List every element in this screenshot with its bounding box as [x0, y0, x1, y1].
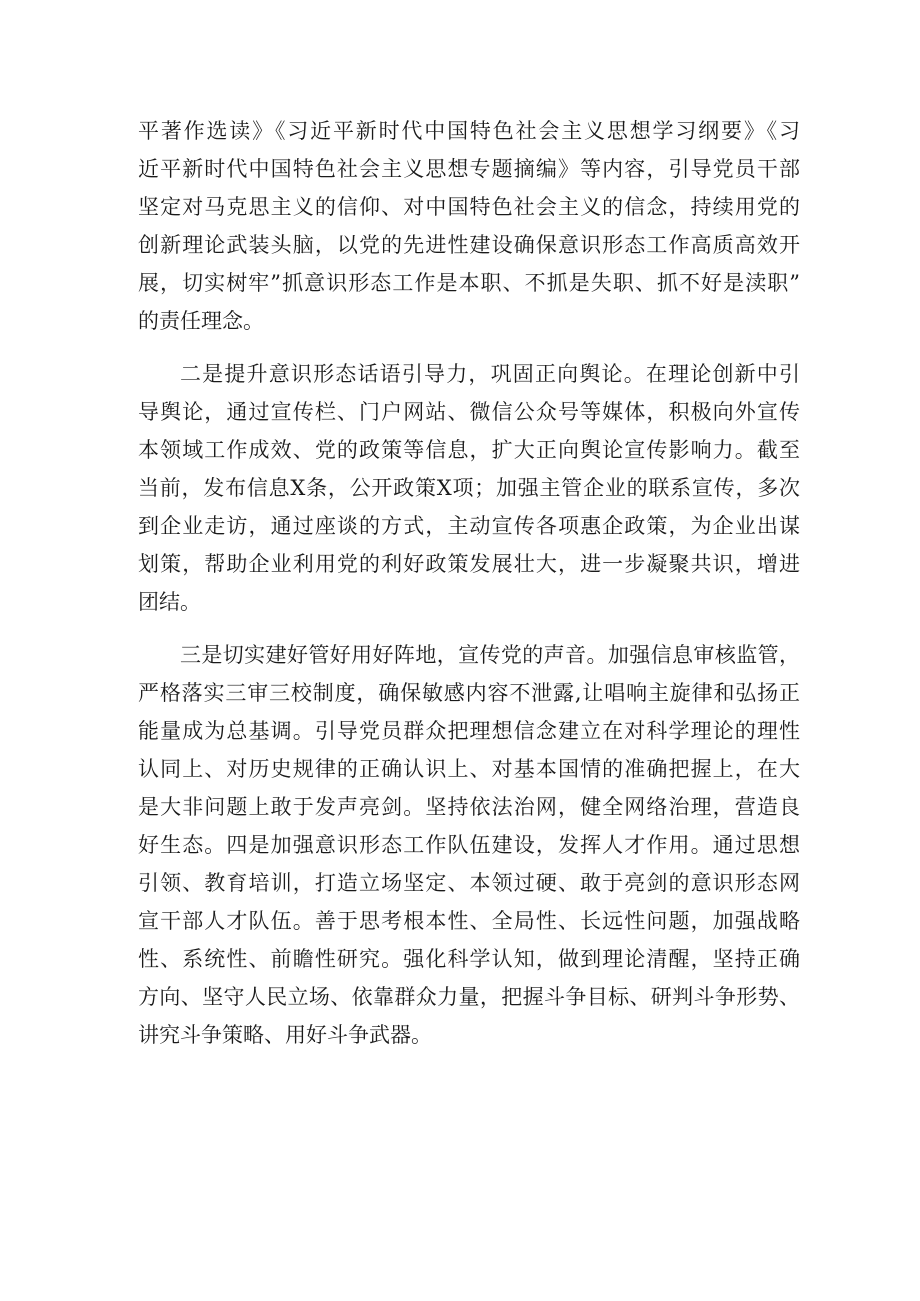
text-line: 方向、坚守人民立场、依靠群众力量，把握斗争目标、研判斗争形势、: [138, 985, 800, 1009]
text-line: 是大非问题上敢于发声亮剑。坚持依法治网，健全网络治理，营造良: [138, 795, 800, 819]
text-line: 划策，帮助企业利用党的利好政策发展壮大，进一步凝聚共识，增进: [138, 552, 800, 576]
text-line: 的责任理念。: [138, 309, 264, 333]
text-line: 能量成为总基调。引导党员群众把理想信念建立在对科学理论的理性: [138, 719, 800, 743]
text-line: 平著作选读》《习近平新时代中国特色社会主义思想学习纲要》《习: [138, 119, 800, 143]
text-line: 团结。: [138, 590, 201, 614]
text-line: 创新理论武装头脑，以党的先进性建设确保意识形态工作高质高效开: [138, 233, 800, 257]
paragraph-1: [138, 112, 800, 340]
paragraph-2: [138, 355, 800, 621]
text-line: 认同上、对历史规律的正确认识上、对基本国情的准确把握上，在大: [138, 757, 800, 781]
text-line: 展，切实树牢”抓意识形态工作是本职、不抓是失职、抓不好是渎职”: [138, 271, 800, 295]
text-line: 引领、教育培训，打造立场坚定、本领过硬、敢于亮剑的意识形态网: [138, 871, 800, 895]
text-line: 宣干部人才队伍。善于思考根本性、全局性、长远性问题，加强战略: [138, 909, 800, 933]
text-line: 本领域工作成效、党的政策等信息，扩大正向舆论宣传影响力。截至: [138, 438, 800, 462]
paragraph-3: [138, 636, 800, 1054]
text-line: 好生态。四是加强意识形态工作队伍建设，发挥人才作用。通过思想: [138, 833, 800, 857]
text-line: 二是提升意识形态话语引导力，巩固正向舆论。在理论创新中引: [180, 362, 800, 386]
text-line: 性、系统性、前瞻性研究。强化科学认知，做到理论清醒，坚持正确: [138, 947, 800, 971]
text-line: 讲究斗争策略、用好斗争武器。: [138, 1023, 432, 1047]
body-text: [138, 112, 800, 1054]
paragraph-gap: [138, 340, 800, 355]
text-line: 三是切实建好管好用好阵地，宣传党的声音。加强信息审核监管，: [180, 643, 800, 667]
text-line: 坚定对马克思主义的信仰、对中国特色社会主义的信念，持续用党的: [138, 195, 800, 219]
text-line: 当前，发布信息X条，公开政策X项；加强主管企业的联系宣传，多次: [138, 476, 800, 500]
paragraph-gap: [138, 621, 800, 636]
text-line: 严格落实三审三校制度，确保敏感内容不泄露,让唱响主旋律和弘扬正: [138, 681, 800, 705]
text-line: 近平新时代中国特色社会主义思想专题摘编》等内容，引导党员干部: [138, 157, 800, 181]
text-line: 到企业走访，通过座谈的方式，主动宣传各项惠企政策，为企业出谋: [138, 514, 800, 538]
text-line: 导舆论，通过宣传栏、门户网站、微信公众号等媒体，积极向外宣传: [138, 400, 800, 424]
